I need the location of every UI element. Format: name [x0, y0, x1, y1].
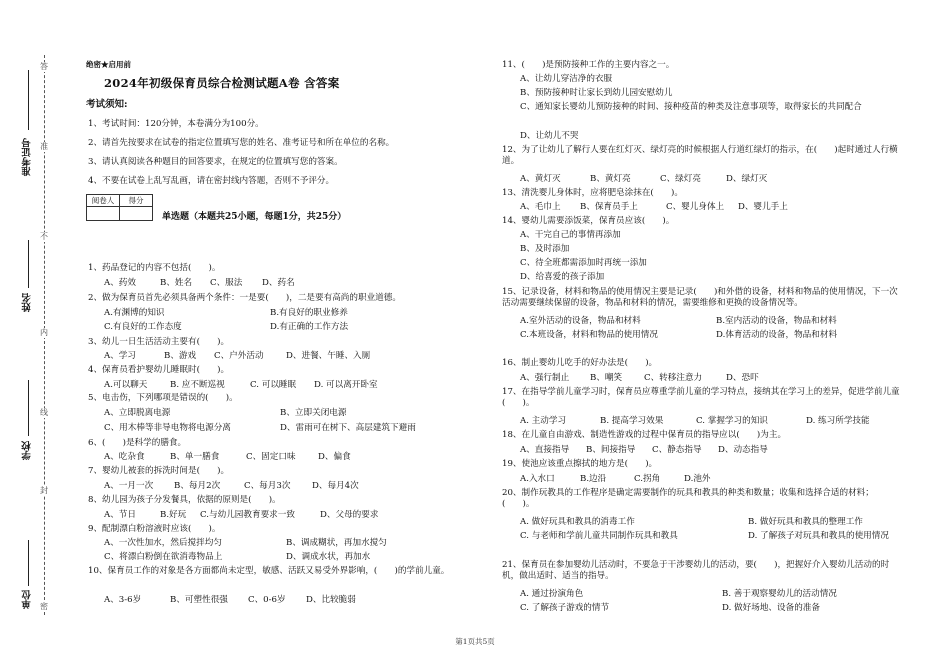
option[interactable]: A. 做好玩具和教具的消毒工作 — [520, 517, 635, 527]
question: 20、制作玩教具的工作程序是确定需要制作的玩具和教具的种类和数量；收集和选择合适的材料；( )。 — [502, 488, 874, 509]
seal-mark: 准 — [40, 142, 48, 151]
question: 16、制止婴幼儿吃手的好办法是( )。 — [502, 358, 658, 368]
seal-mark: 答 — [40, 62, 48, 71]
exam-number-label: 准考证号 — [22, 138, 33, 176]
option[interactable]: D.体育活动的设备，物品和材料 — [716, 330, 838, 340]
seal-mark: 不 — [40, 232, 48, 241]
option[interactable]: B. 善于观察婴幼儿的活动情况 — [722, 589, 837, 599]
unit-field[interactable] — [28, 540, 29, 586]
option[interactable]: B.好玩 — [160, 510, 187, 520]
option[interactable]: D、给喜爱的孩子添加 — [520, 272, 605, 282]
option[interactable]: A、药效 — [104, 278, 136, 288]
option[interactable]: B、可塑性很强 — [170, 595, 228, 605]
score-table — [86, 194, 153, 221]
option[interactable]: D、父母的要求 — [320, 510, 379, 520]
option[interactable]: A、一次性加水，然后搅拌均匀 — [104, 538, 222, 548]
option[interactable]: B. 提高学习效果 — [600, 416, 664, 426]
option[interactable]: C. 可以睡眠 — [250, 380, 297, 390]
name-field[interactable] — [28, 240, 29, 288]
option[interactable]: C、待全班都需添加时再统一添加 — [520, 258, 647, 268]
notice-item: 3、请认真阅读各种题目的回答要求，在规定的位置填写您的答案。 — [88, 157, 343, 167]
seal-mark: 封 — [40, 486, 48, 495]
option[interactable]: A、节日 — [104, 510, 136, 520]
question: 2、做为保育员首先必须具备两个条件：一是要( )，二是要有高尚的职业道德。 — [88, 293, 401, 303]
option[interactable]: C.本班设备，材料和物品的使用情况 — [520, 330, 658, 340]
option[interactable]: D. 可以离开卧室 — [314, 380, 378, 390]
option[interactable]: C、固定口味 — [246, 452, 296, 462]
question: 3、幼儿一日生活活动主要有( )。 — [88, 337, 230, 347]
option[interactable]: B、游戏 — [164, 351, 197, 361]
option[interactable]: C、服法 — [210, 278, 243, 288]
option[interactable]: B、调成糊状，再加水搅匀 — [286, 538, 387, 548]
option[interactable]: A. 主动学习 — [520, 416, 567, 426]
option[interactable]: A、干完自己的事情再添加 — [520, 230, 621, 240]
seal-mark: 线 — [40, 408, 48, 417]
option[interactable]: C.有良好的工作态度 — [104, 322, 182, 332]
option[interactable]: A、吃杂食 — [104, 452, 145, 462]
option[interactable]: D、每月4次 — [312, 481, 359, 491]
question: 17、在指导学前儿童学习时，保育员应尊重学前儿童的学习特点，接纳其在学习上的差异，促进学前儿童( )。 — [502, 387, 900, 408]
option[interactable]: D、动态指导 — [718, 445, 768, 455]
option[interactable]: A、学习 — [104, 351, 136, 361]
option[interactable]: B、保育员手上 — [580, 202, 638, 212]
option[interactable]: C、静态指导 — [652, 445, 702, 455]
grader-header: 阅卷人 — [87, 195, 120, 207]
option[interactable]: D、雷雨可在树下、高层建筑下避雨 — [280, 423, 416, 433]
option[interactable]: C. 掌握学习的知识 — [696, 416, 768, 426]
option[interactable]: B、姓名 — [160, 278, 193, 288]
option[interactable]: B、黄灯亮 — [590, 174, 631, 184]
page-footer: 第1页共5页 — [455, 637, 495, 646]
option[interactable]: B.边沿 — [580, 474, 607, 484]
question: 7、婴幼儿被套的拆洗时间是( )。 — [88, 466, 230, 476]
option[interactable]: A、一月一次 — [104, 481, 154, 491]
option[interactable]: D、比较脆弱 — [306, 595, 356, 605]
option[interactable]: D. 做好场地、设备的准备 — [722, 603, 820, 613]
option[interactable]: A.有渊博的知识 — [104, 308, 165, 318]
seal-mark: 内 — [40, 328, 48, 337]
option[interactable]: A、强行制止 — [520, 373, 570, 383]
score-cell[interactable] — [120, 207, 153, 221]
school-field[interactable] — [28, 380, 29, 436]
notice-item: 2、请首先按要求在试卷的指定位置填写您的姓名、准考证号和所在单位的名称。 — [88, 138, 395, 148]
option[interactable]: A.室外活动的设备，物品和材料 — [520, 316, 641, 326]
option[interactable]: A、黄灯灭 — [520, 174, 561, 184]
option[interactable]: C、0-6岁 — [248, 595, 286, 605]
option[interactable]: A、让幼儿穿洁净的衣服 — [520, 74, 613, 84]
question: 9、配制漂白粉溶液时应该( )。 — [88, 524, 221, 534]
seal-mark: 密 — [40, 602, 48, 611]
question: 18、在儿童自由游戏、制造性游戏的过程中保育员的指导应以( )为主。 — [502, 430, 787, 440]
question: 15、记录设备，材料和物品的使用情况主要是记录( )和外借的设备，材料和物品的使用情况，下一次活动需要继续保留的设备，物品和材料的情况，需要维修和更换的设备情况等。 — [502, 287, 898, 308]
score-header: 得分 — [120, 195, 153, 207]
option[interactable]: A. 通过扮演角色 — [520, 589, 584, 599]
option[interactable]: A.可以聊天 — [104, 380, 148, 390]
option[interactable]: D、药名 — [262, 278, 295, 288]
option[interactable]: B. 做好玩具和教具的整理工作 — [748, 517, 863, 527]
option[interactable]: D、让幼儿不哭 — [520, 131, 579, 141]
option[interactable]: C. 与老师和学前儿童共同制作玩具和教具 — [520, 531, 678, 541]
name-label: 姓名 — [22, 293, 33, 312]
option[interactable]: C、用木棒等非导电物将电源分离 — [104, 423, 231, 433]
exam-number-field[interactable] — [28, 70, 29, 130]
question: 11、( )是预防接种工作的主要内容之一。 — [502, 60, 675, 70]
page-title: 2024年初级保育员综合检测试题A卷 含答案 — [104, 76, 340, 90]
option[interactable]: D、进餐、午睡、入厕 — [286, 351, 371, 361]
question: 19、使池应该重点擦拭的地方是( )。 — [502, 459, 658, 469]
option[interactable]: C.与幼儿园教育要求一致 — [200, 510, 295, 520]
notice-heading: 考试须知: — [86, 99, 128, 110]
question: 13、清洗婴儿身体时，应将肥皂涂抹在( )。 — [502, 188, 683, 198]
school-label: 学校 — [22, 441, 33, 460]
option[interactable]: B、立即关闭电源 — [280, 408, 347, 418]
option[interactable]: A、立即脱离电源 — [104, 408, 171, 418]
secret-mark: 绝密★启用前 — [86, 60, 131, 69]
option[interactable]: C、将漂白粉倒在欲消毒物品上 — [104, 552, 223, 562]
option[interactable]: C. 了解孩子游戏的情节 — [520, 603, 610, 613]
option[interactable]: A、毛巾上 — [520, 202, 561, 212]
section-heading: 单选题（本题共25小题，每题1分，共25分） — [162, 212, 347, 222]
question: 12、为了让幼儿了解行人要在红灯灭、绿灯亮的时候根据人行道红绿灯的指示，在( )起时通过人行横道。 — [502, 145, 898, 166]
binding-margin — [0, 0, 70, 671]
option[interactable]: D、绿灯灭 — [726, 174, 768, 184]
option[interactable]: D、调成水状，再加水 — [286, 552, 371, 562]
option[interactable]: C、户外活动 — [214, 351, 264, 361]
option[interactable]: A、3-6岁 — [104, 595, 142, 605]
option[interactable]: C、转移注意力 — [644, 373, 703, 383]
option[interactable]: B. 应不断巡视 — [170, 380, 225, 390]
question: 6、( )是科学的膳食。 — [88, 438, 187, 448]
option[interactable]: D、恐吓 — [726, 373, 759, 383]
option[interactable]: B、嘲笑 — [590, 373, 623, 383]
question: 1、药品登记的内容不包括( )。 — [88, 263, 221, 273]
option[interactable]: D. 了解孩子对玩具和教具的使用情况 — [748, 531, 889, 541]
option[interactable]: D. 练习所学技能 — [806, 416, 870, 426]
option[interactable]: B、及时添加 — [520, 244, 570, 254]
notice-item: 1、考试时间：120分钟，本卷满分为100分。 — [88, 119, 264, 129]
option[interactable]: A、直接指导 — [520, 445, 570, 455]
option[interactable]: C、绿灯亮 — [660, 174, 701, 184]
option[interactable]: D.有正确的工作方法 — [270, 322, 349, 332]
option[interactable]: C、通知家长婴幼儿预防接种的时间、接种疫苗的种类及注意事项等，取得家长的共同配合 — [520, 102, 862, 112]
option[interactable]: B、间接指导 — [586, 445, 636, 455]
option[interactable]: B、单一膳食 — [170, 452, 220, 462]
notice-item: 4、不要在试卷上乱写乱画，请在密封线内答题，否则不予评分。 — [88, 176, 335, 186]
question: 4、保育员看护婴幼儿睡眠时( )。 — [88, 365, 230, 375]
option[interactable]: C.拐角 — [634, 474, 661, 484]
question: 21、保育员在参加婴幼儿活动时，不要急于干涉婴幼儿的活动，要( )，把握好介入婴幼儿活动的时机，做出适时、适当的指导。 — [502, 560, 890, 581]
option[interactable]: C、婴儿身体上 — [666, 202, 725, 212]
grader-cell[interactable] — [87, 207, 120, 221]
option[interactable]: B.有良好的职业修养 — [270, 308, 348, 318]
question: 5、电击伤，下列哪项是错误的( )。 — [88, 393, 238, 403]
option[interactable]: D.池外 — [684, 474, 711, 484]
question: 10、保育员工作的对象是各方面都尚未定型，敏感、活跃又易受外界影响，( )的学前儿童。 — [88, 566, 450, 576]
option[interactable]: D、婴儿手上 — [738, 202, 788, 212]
unit-label: 单位 — [22, 590, 33, 609]
option[interactable]: B、每月2次 — [174, 481, 221, 491]
question: 14、婴幼儿需要添饭菜，保育员应该( )。 — [502, 216, 675, 226]
option[interactable]: A.入水口 — [520, 474, 555, 484]
option[interactable]: D、偏食 — [318, 452, 351, 462]
option[interactable]: C、每月3次 — [244, 481, 291, 491]
question: 8、幼儿园为孩子分发餐具，依据的原则是( )。 — [88, 495, 281, 505]
option[interactable]: B、预防接种时让家长到幼儿园安慰幼儿 — [520, 88, 673, 98]
option[interactable]: B.室内活动的设备，物品和材料 — [716, 316, 837, 326]
